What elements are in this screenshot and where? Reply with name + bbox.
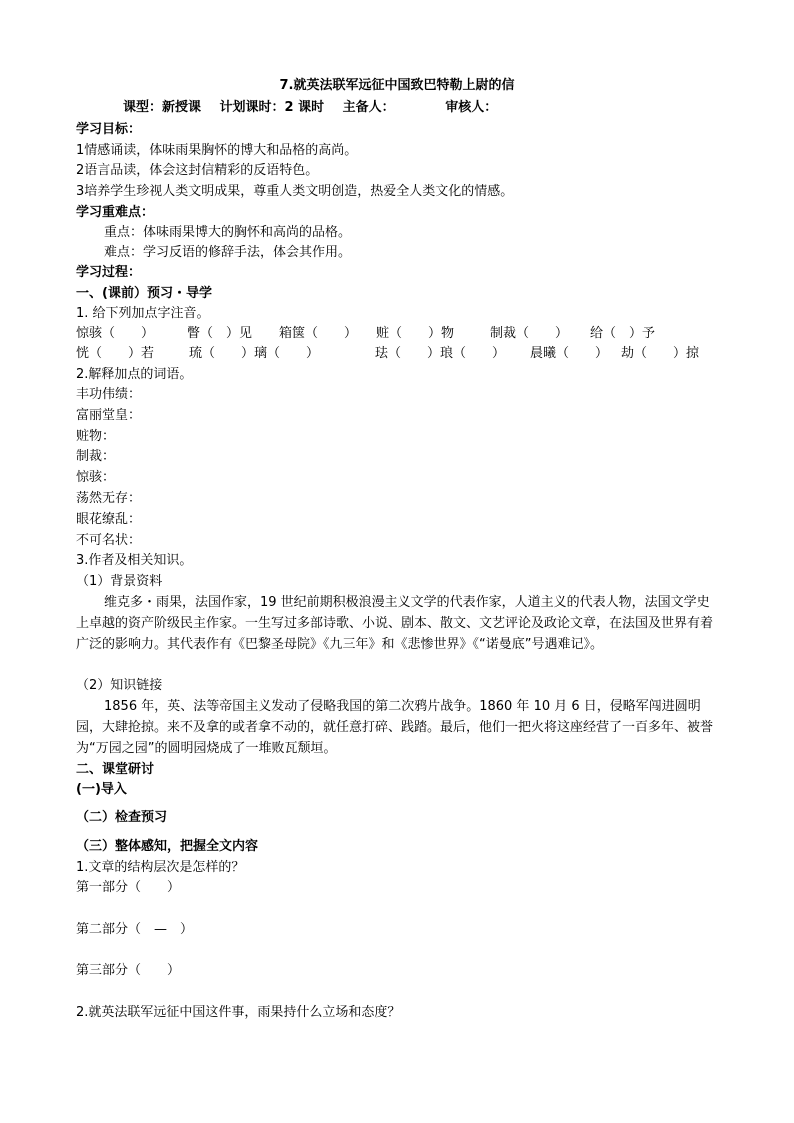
- knowledge-link-text: 1856 年，英、法等帝国主义发动了侵略我国的第二次鸦片战争。1860 年 10 月 6 日，侵略军闯进圆明园，大肆抢掠。来不及拿的或者拿不动的，就任意打碎、践踏。最后，他们一把火将这座经营了一百多年、被誉为“万园之园”的圆明园烧成了一堆败瓦颓垣。: [76, 699, 714, 756]
- objectives-heading: 学习目标：: [76, 122, 142, 137]
- term-item: 荡然无存：: [76, 491, 142, 506]
- lesson-reviewer: 审核人：: [445, 100, 498, 115]
- structure-part-2: 第二部分（ — ）: [76, 922, 194, 937]
- subsection-intro: (一)导入: [76, 782, 127, 797]
- lesson-type: 课型：新授课: [123, 100, 202, 115]
- pinyin-item: 箱箧（ ）: [279, 326, 358, 341]
- lesson-hours: 计划课时：2 课时: [219, 100, 325, 115]
- objective-item: 2语言品读，体会这封信精彩的反语特色。: [76, 163, 319, 178]
- pinyin-item: 制裁（ ）: [490, 326, 569, 341]
- process-heading: 学习过程：: [76, 265, 142, 280]
- lesson-info: [123, 99, 511, 117]
- term-item: 不可名状：: [76, 533, 142, 548]
- objective-item: 3培养学生珍视人类文明成果，尊重人类文明创造，热爱全人类文化的情感。: [76, 184, 514, 199]
- difficulty-point: 难点：学习反语的修辞手法，体会其作用。: [104, 245, 352, 260]
- subsection-review: （二）检查预习: [76, 810, 168, 825]
- pinyin-item: 晨曦（ ）: [530, 346, 609, 361]
- structure-part-1: 第一部分（ ）: [76, 880, 181, 895]
- structure-part-3: 第三部分（ ）: [76, 963, 181, 978]
- pinyin-item: 给（ ）予: [590, 326, 656, 341]
- pinyin-item: 琉（ ）璃（ ）: [189, 346, 320, 361]
- section1-heading: 一、(课前）预习・导学: [76, 286, 212, 301]
- question-author: 3.作者及相关知识。: [76, 553, 193, 568]
- term-item: 丰功伟绩：: [76, 387, 142, 402]
- pinyin-item: 劫（ ）掠: [621, 346, 700, 361]
- pinyin-item: 惊骇（ ）: [76, 326, 155, 341]
- question-terms: 2.解释加点的词语。: [76, 367, 193, 382]
- term-item: 富丽堂皇：: [76, 408, 142, 423]
- term-item: 眼花缭乱：: [76, 512, 142, 527]
- term-item: 制裁：: [76, 449, 116, 464]
- subsection-overview: （三）整体感知，把握全文内容: [76, 839, 259, 854]
- lesson-preparer: 主备人：: [342, 100, 395, 115]
- pinyin-item: 恍（ ）若: [76, 346, 155, 361]
- question-pinyin: 1. 给下列加点字注音。: [76, 306, 210, 321]
- pinyin-row-1: [0, 325, 794, 343]
- pinyin-item: 珐（ ）琅（ ）: [375, 346, 506, 361]
- pinyin-row-2: [0, 345, 794, 363]
- question-structure: 1.文章的结构层次是怎样的？: [76, 860, 245, 875]
- knowledge-link-heading: （2）知识链接: [76, 678, 163, 693]
- keypoints-heading: 学习重难点：: [76, 205, 155, 220]
- question-attitude: 2.就英法联军远征中国这件事，雨果持什么立场和态度？: [76, 1005, 401, 1020]
- objective-item: 1情感诵读，体味雨果胸怀的博大和品格的高尚。: [76, 143, 358, 158]
- page-title: 7.就英法联军远征中国致巴特勒上尉的信: [279, 78, 515, 93]
- pinyin-item: 赃（ ）物: [376, 326, 455, 341]
- key-point: 重点：体味雨果博大的胸怀和高尚的品格。: [104, 225, 352, 240]
- pinyin-item: 瞥（ ）见: [187, 326, 253, 341]
- term-item: 赃物：: [76, 429, 116, 444]
- section2-heading: 二、课堂研讨: [76, 762, 155, 777]
- background-text: 维克多・雨果，法国作家，19 世纪前期积极浪漫主义文学的代表作家，人道主义的代表人物，法国文学史上卓越的资产阶级民主作家。一生写过多部诗歌、小说、剧本、散文、文艺评论及政论文章，在法国及世界有着广泛的影响力。其代表作有《巴黎圣母院》《九三年》和《悲惨世界》《“诺曼底”号遇难记》。: [76, 595, 714, 652]
- background-heading: （1）背景资料: [76, 574, 163, 589]
- term-item: 惊骇：: [76, 470, 116, 485]
